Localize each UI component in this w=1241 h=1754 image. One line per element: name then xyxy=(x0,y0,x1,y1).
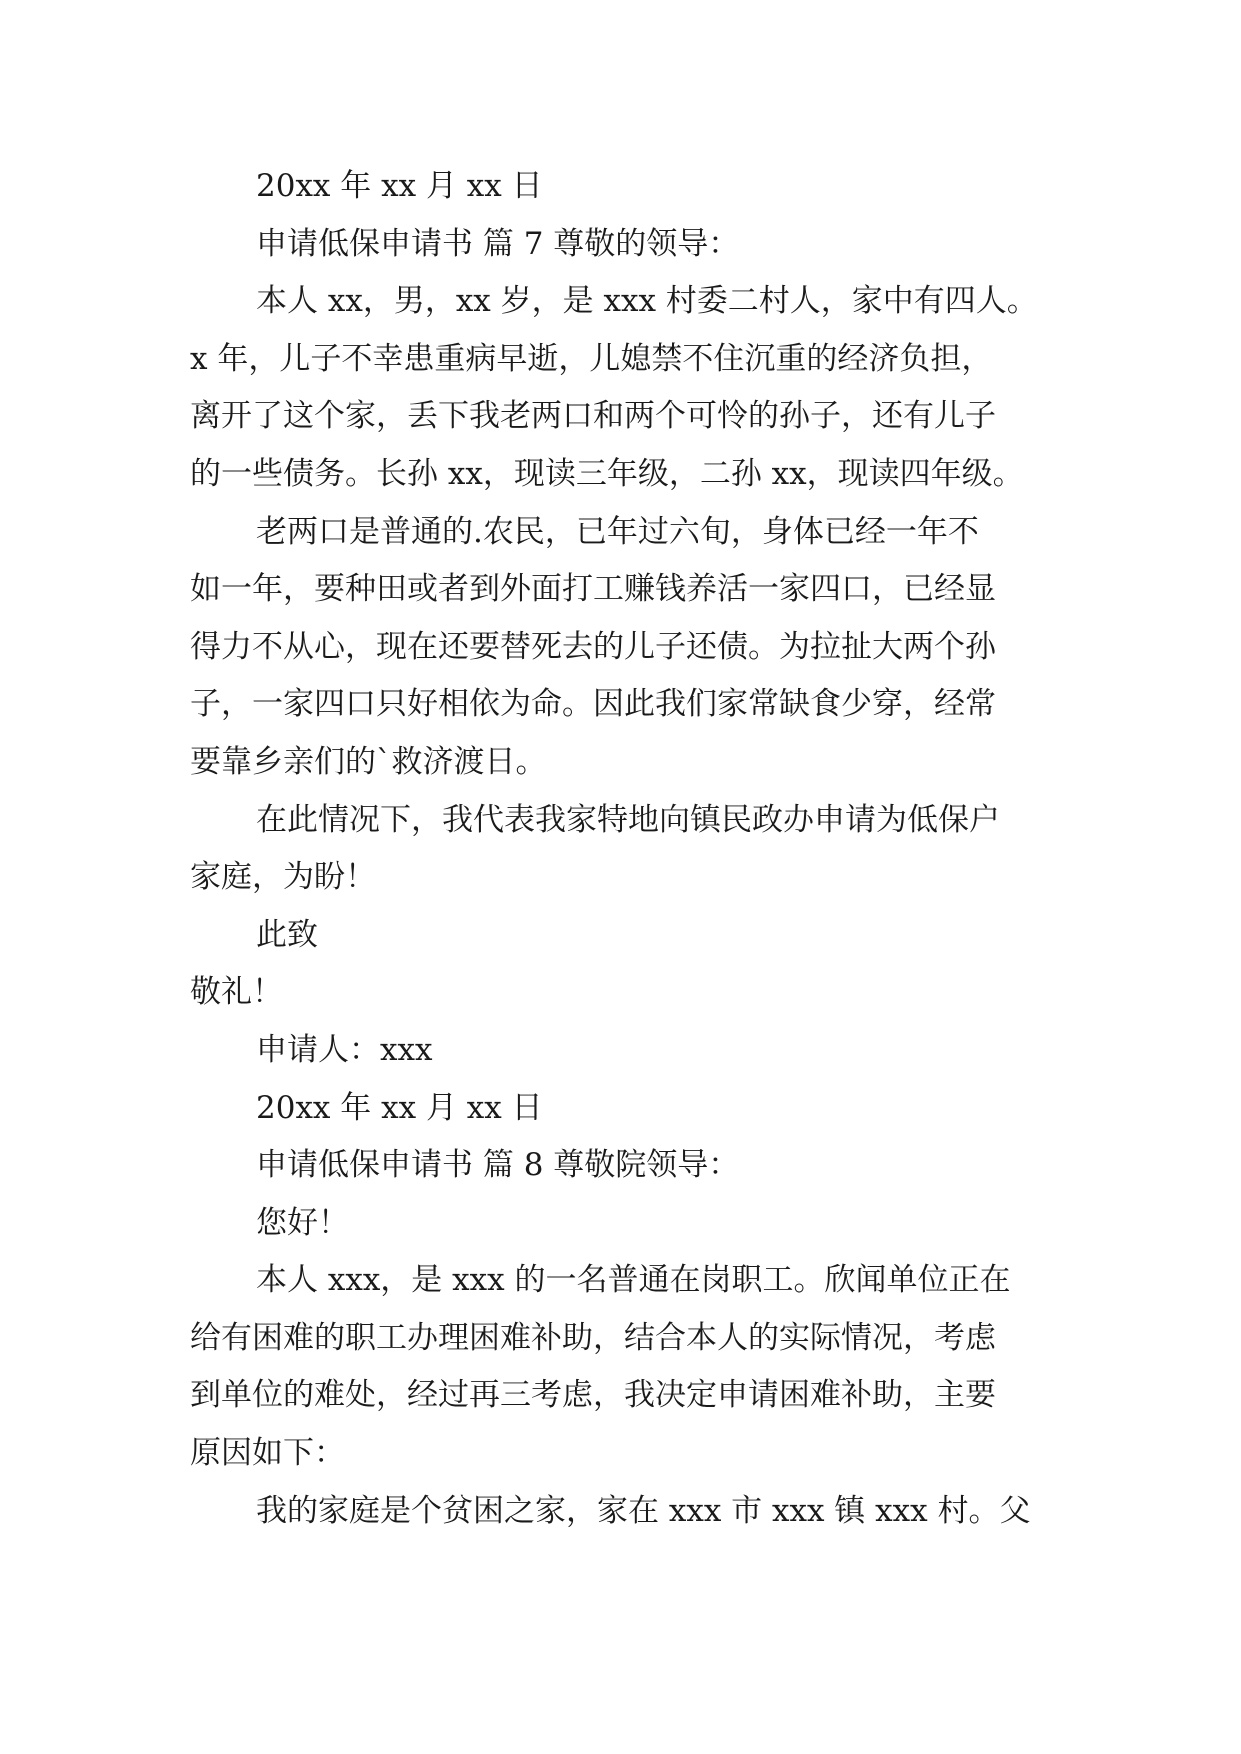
paragraph-line: 得力不从心，现在还要替死去的儿子还债。为拉扯大两个孙 xyxy=(190,628,996,665)
paragraph-line: 离开了这个家，丢下我老两口和两个可怜的孙子，还有儿子 xyxy=(190,398,996,435)
paragraph-line: 本人 xxx，是 xxx 的一名普通在岗职工。欣闻单位正在 xyxy=(256,1262,1011,1299)
greeting-line: 您好！ xyxy=(256,1204,349,1241)
paragraph-line: 本人 xx，男，xx 岁，是 xxx 村委二村人，家中有四人。 xyxy=(256,283,1038,320)
paragraph-line: 到单位的难处，经过再三考虑，我决定申请困难补助，主要 xyxy=(190,1377,996,1414)
paragraph-line: 家庭，为盼！ xyxy=(190,859,376,896)
paragraph-line: 我的家庭是个贫困之家，家在 xxx 市 xxx 镇 xxx 村。父 xyxy=(256,1492,1031,1529)
paragraph-line: 原因如下： xyxy=(190,1435,345,1472)
paragraph-line: 老两口是普通的.农民，已年过六旬，身体已经一年不 xyxy=(256,513,979,550)
salutation-line: 敬礼！ xyxy=(190,974,283,1011)
applicant-line: 申请人：xxx xyxy=(256,1031,433,1068)
paragraph-line: 如一年，要种田或者到外面打工赚钱养活一家四口，已经显 xyxy=(190,571,996,608)
paragraph-line: 给有困难的职工办理困难补助，结合本人的实际情况，考虑 xyxy=(190,1319,996,1356)
paragraph-line: 子，一家四口只好相依为命。因此我们家常缺食少穿，经常 xyxy=(190,686,996,723)
paragraph-line: 要靠乡亲们的`救济渡日。 xyxy=(190,743,547,780)
paragraph-line: 在此情况下，我代表我家特地向镇民政办申请为低保户 xyxy=(256,801,1000,838)
document-body xyxy=(190,158,1070,1540)
section-heading-7: 申请低保申请书 篇 7 尊敬的领导： xyxy=(256,225,740,262)
section-heading-8: 申请低保申请书 篇 8 尊敬院领导： xyxy=(256,1147,740,1184)
paragraph-line: x 年，儿子不幸患重病早逝，儿媳禁不住沉重的经济负担， xyxy=(190,340,993,377)
date-line: 20xx 年 xx 月 xx 日 xyxy=(256,1089,543,1126)
paragraph-line: 的一些债务。长孙 xx，现读三年级，二孙 xx，现读四年级。 xyxy=(190,455,1024,492)
date-line: 20xx 年 xx 月 xx 日 xyxy=(256,168,543,204)
closing-line: 此致 xyxy=(256,916,318,953)
